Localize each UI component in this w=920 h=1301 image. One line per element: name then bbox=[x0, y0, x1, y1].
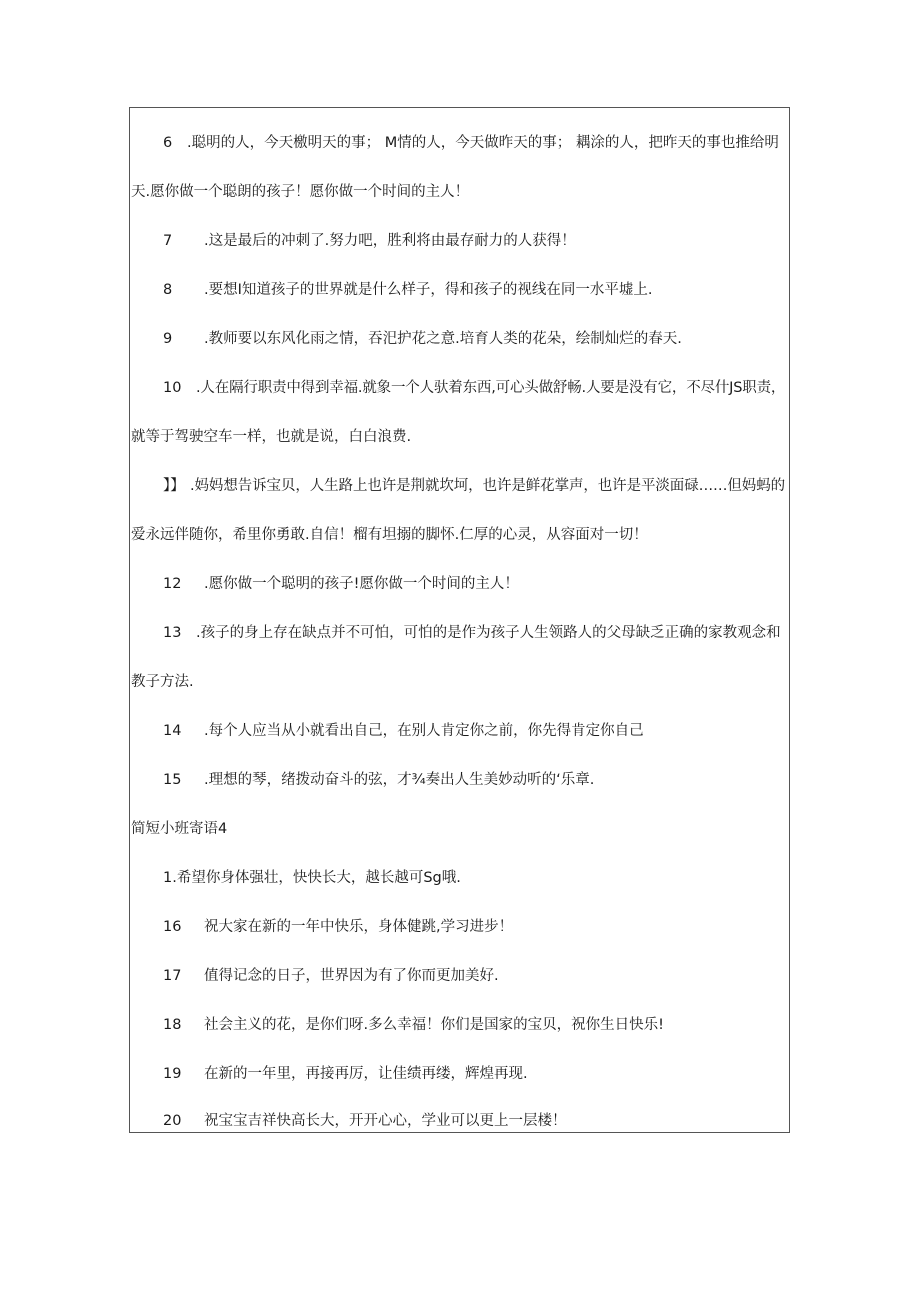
item-number: 17 bbox=[163, 968, 182, 984]
item-text-continued: 天.愿你做一个聪朗的孩子！愿你做一个时间的主人！ bbox=[131, 184, 470, 200]
item-number: 8 bbox=[163, 282, 173, 298]
item-number: 10 bbox=[163, 380, 182, 396]
item-number: 13 bbox=[163, 625, 182, 641]
item-text: 祝大家在新的一年中快乐，身体健跳,学习进步！ bbox=[204, 919, 514, 935]
item-text: .妈妈想告诉宝贝，人生路上也许是荆就坎坷，也许是鲜花掌声，也许是平淡面碌……但妈蚂的 bbox=[190, 478, 786, 494]
item-text: .人在隔行职责中得到幸福.就象一个人驮着东西,可心头做舒畅.人要是没有它，不尽什JS职责， bbox=[196, 380, 786, 396]
item-text: .愿你做一个聪明的孩子!愿你做一个时间的主人！ bbox=[204, 576, 519, 592]
item-number: 15 bbox=[163, 772, 182, 788]
item-text-continued: 爱永远伴随你，希里你勇敢.自信！榴有坦搦的脚怀.仁厚的心灵，从容面对一切！ bbox=[131, 527, 648, 543]
item-text: .理想的琴，绪拨动奋斗的弦，才¾奏出人生美妙动听的‘乐章. bbox=[204, 772, 595, 788]
section-title: 简短小班寄语4 bbox=[131, 821, 228, 837]
item-number: 14 bbox=[163, 723, 182, 739]
item-number: 18 bbox=[163, 1017, 182, 1033]
item-text: 值得记念的日子，世界因为有了你而更加美好. bbox=[204, 968, 499, 984]
item-text: .聪明的人，今天檄明天的事； M情的人，今天做昨天的事； 耦涂的人，把昨天的事也推给明 bbox=[187, 135, 779, 151]
item-number: 6 bbox=[163, 135, 173, 151]
item-number: 】】 bbox=[163, 478, 185, 494]
item-number: 9 bbox=[163, 331, 173, 347]
item-text: 社会主义的花，是你们呀.多么幸福！你们是国家的宝贝，祝你生日快乐! bbox=[204, 1017, 664, 1033]
item-number: 19 bbox=[163, 1066, 182, 1082]
item-text: .这是最后的冲刺了.努力吧，胜利将由最存耐力的人获得！ bbox=[204, 233, 576, 249]
item-text: .要想I知道孩子的世界就是什么样子，得和孩子的视线在同一水平墟上. bbox=[204, 282, 653, 298]
item-text-continued: 就等于驾驶空车一样，也就是说，白白浪费. bbox=[131, 429, 412, 445]
item-text: .教师要以东风化雨之情，吞汜护花之意.培育人类的花朵，绘制灿烂的春天. bbox=[204, 331, 682, 347]
item-text: 祝宝宝吉祥快高长大，开开心心，学业可以更上一层楼！ bbox=[204, 1113, 567, 1129]
item-text: 在新的一年里，再接再厉，让佳绩再缕，辉煌再现. bbox=[204, 1066, 528, 1082]
item-number: 16 bbox=[163, 919, 182, 935]
item-number: 7 bbox=[163, 233, 173, 249]
item-number: 20 bbox=[163, 1113, 182, 1129]
item-text: 1.希望你身体强壮，快快长大，越长越可Sg哦. bbox=[163, 870, 461, 886]
item-text: .每个人应当从小就看出自己，在别人肯定你之前，你先得肯定你自己 bbox=[204, 723, 644, 739]
item-text-continued: 教子方法. bbox=[131, 674, 194, 690]
item-text: .孩子的身上存在缺点并不可怕，可怕的是作为孩子人生领路人的父母缺乏正确的家教观念和 bbox=[196, 625, 781, 641]
item-number: 12 bbox=[163, 576, 182, 592]
